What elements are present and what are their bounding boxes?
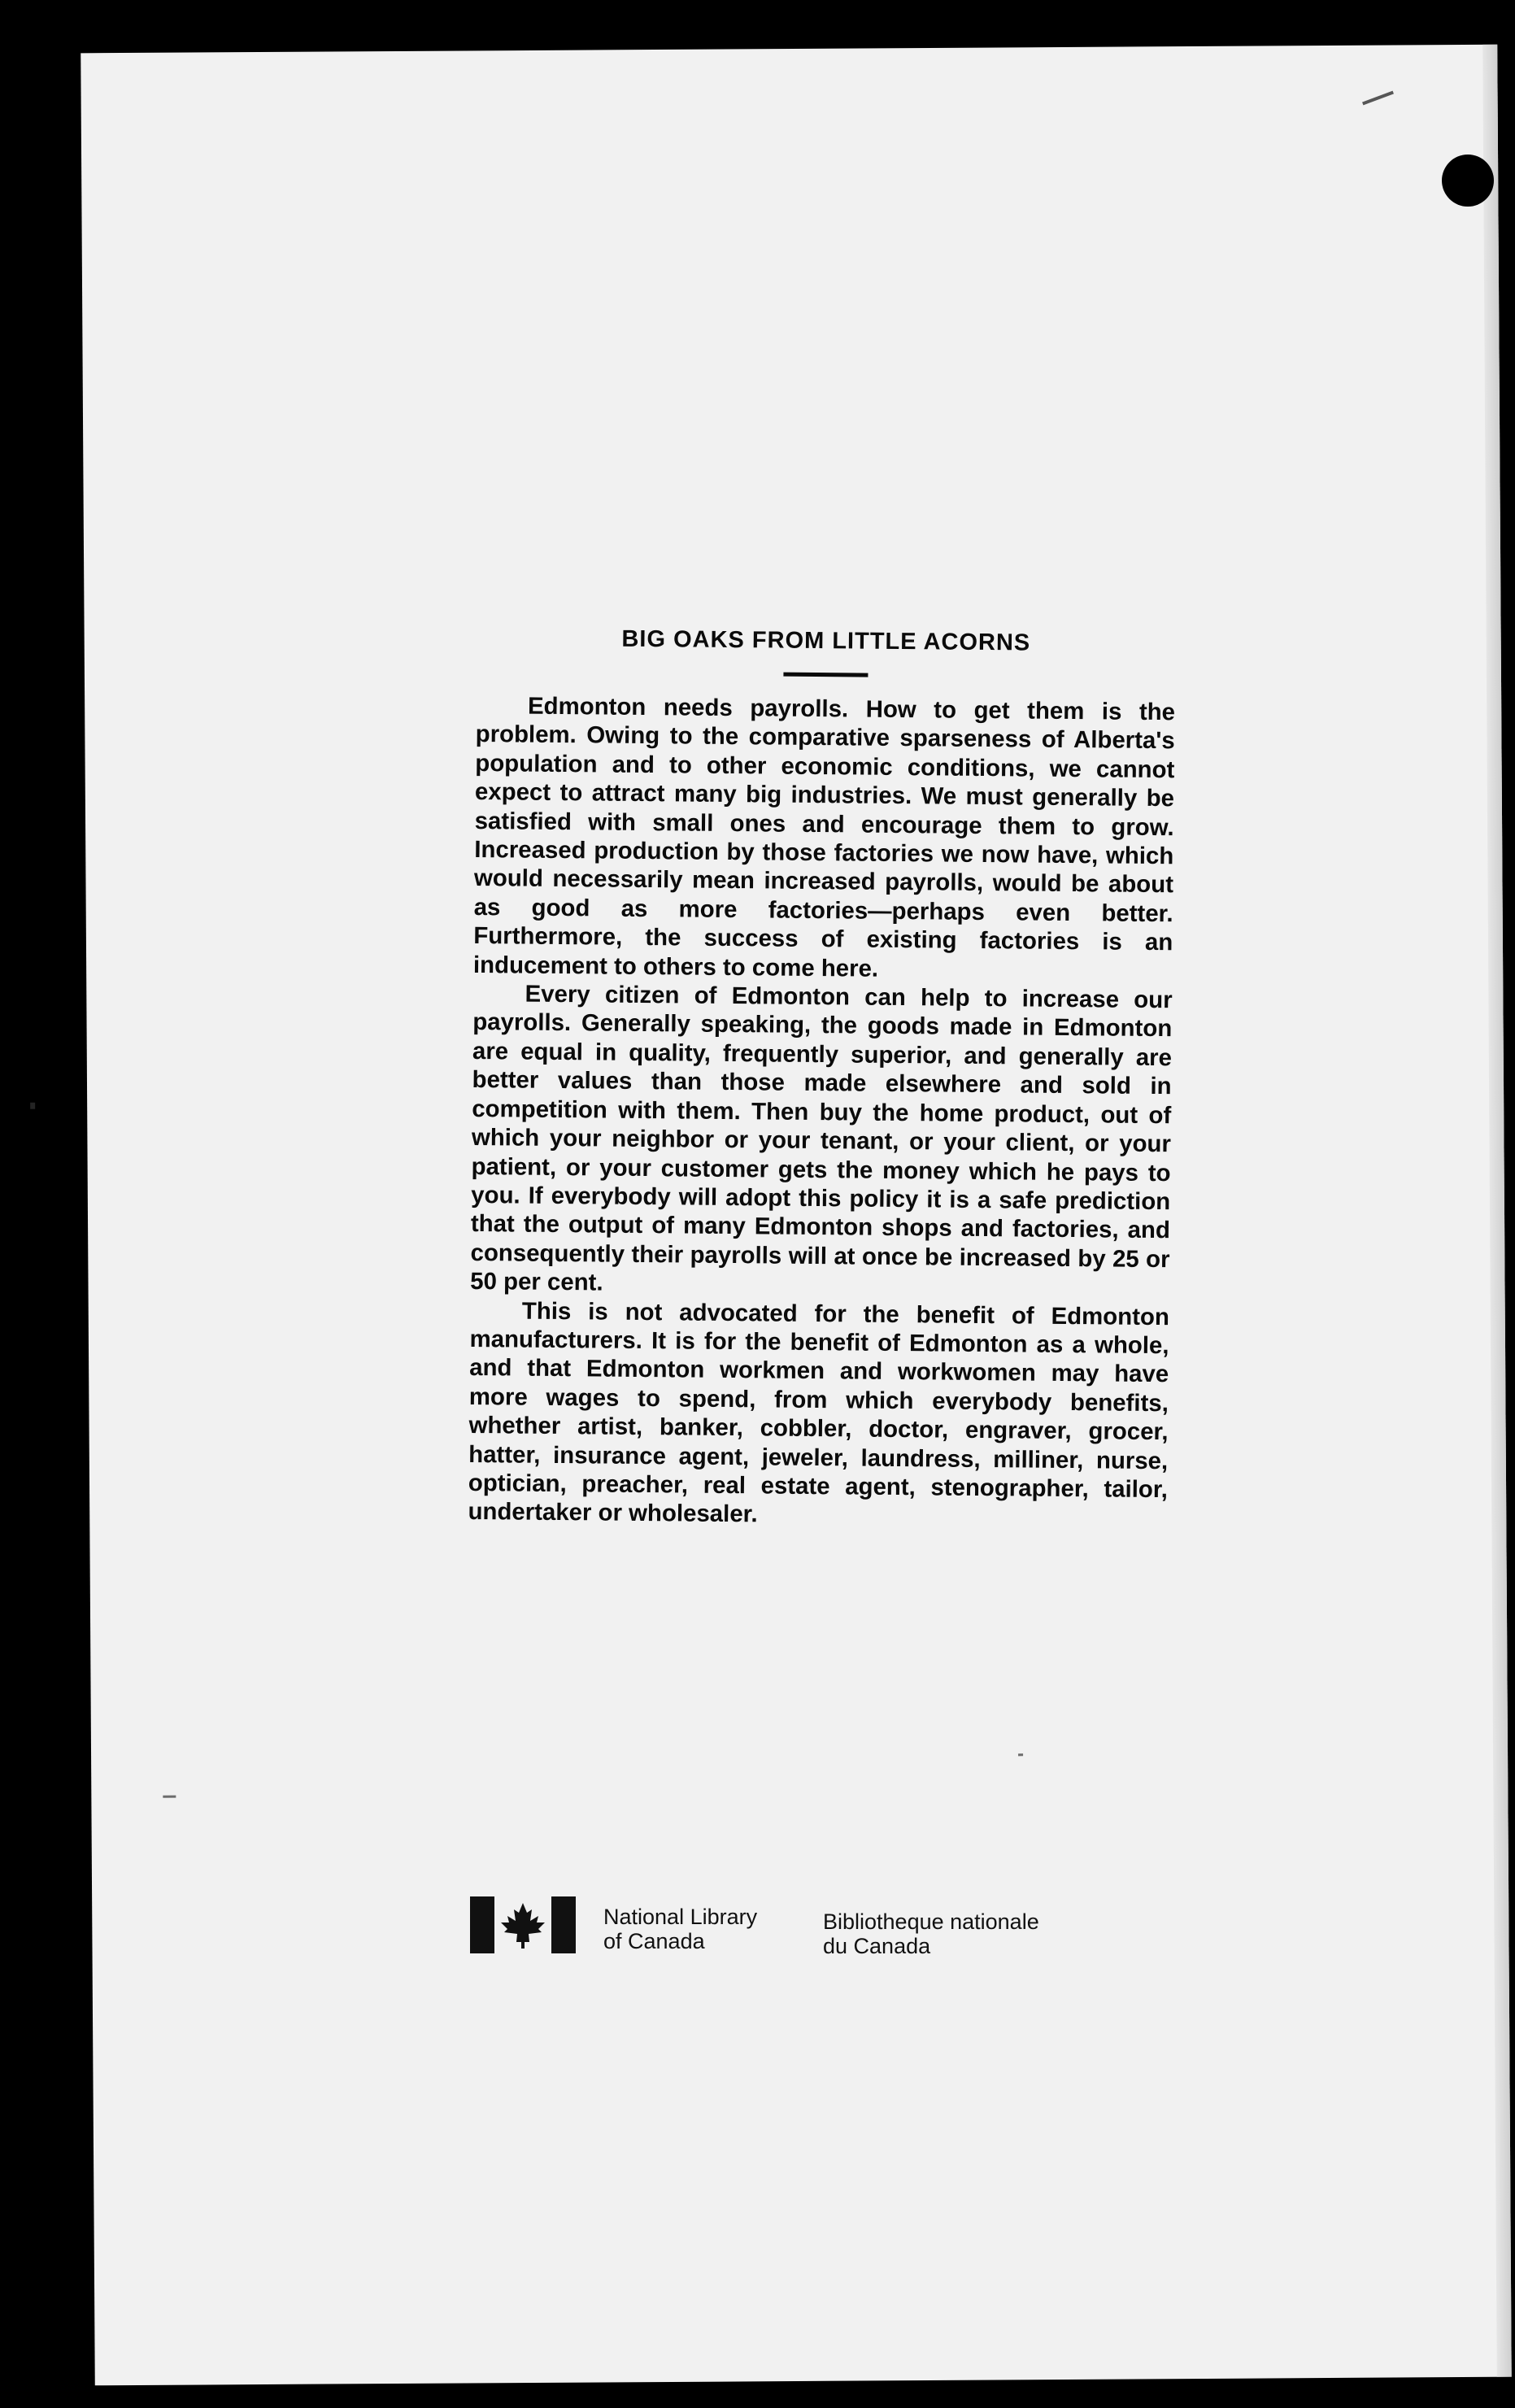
speck [30, 1103, 35, 1109]
page-edge-shadow [1482, 45, 1512, 2377]
library-name-french [823, 1909, 1039, 1958]
corner-mark [1362, 91, 1402, 128]
library-name-french-line1: Bibliotheque nationale [823, 1909, 1039, 1934]
punch-hole [1442, 155, 1494, 207]
title-rule [783, 673, 868, 677]
library-name-french-line2: du Canada [823, 1934, 931, 1958]
library-name-english-line2: of Canada [603, 1929, 705, 1953]
article [468, 625, 1176, 1533]
library-footer [470, 1896, 1121, 1958]
library-name-english [603, 1905, 757, 1953]
article-paragraph: Every citizen of Edmonton can help to increase our payrolls. Generally speaking, the goods made in Edmonton are equal in quality, frequently superior, and generally are better values than those made elsewhere and sold in competition with them. Then buy the home product, out of which your neighbor or your tenant, or your client, or your patient, or your customer gets the money which he pays to you. If everybody will adopt this policy it is a safe prediction that the output of many Edmonton shops and factories, and consequently their payrolls will at once be increased by 25 or 50 per cent. [470, 980, 1173, 1296]
canada-flag-icon [470, 1896, 576, 1953]
article-paragraph: This is not advocated for the benefit of Edmonton manufacturers. It is for the benefit of Edmonton as a whole, and that Edmonton workmen and workwomen may have more wages to spend, from which everybody benefits, whether artist, banker, cobbler, doctor, engraver, grocer, hatter, insurance agent, jeweler, laundress, milliner, nurse, optician, preacher, real estate agent, stenographer, tailor, undertaker or wholesaler. [468, 1297, 1170, 1528]
library-name-english-line1: National Library [603, 1905, 758, 1929]
article-paragraph: Edmonton needs payrolls. How to get them is the problem. Owing to the comparative sparseness of Alberta's population and to other economic conditions, we cannot expect to attract many big industries. We must generally be satisfied with small ones and encourage them to grow. Increased production by those factories we now have, which would necessarily mean increased payrolls, would be about as good as more factories—perhaps even better. Furthermore, the success of existing factories is an inducement to others to come here. [472, 692, 1176, 982]
article-title: BIG OAKS FROM LITTLE ACORNS [621, 625, 1031, 656]
speck [1018, 1753, 1023, 1756]
speck [163, 1796, 176, 1798]
